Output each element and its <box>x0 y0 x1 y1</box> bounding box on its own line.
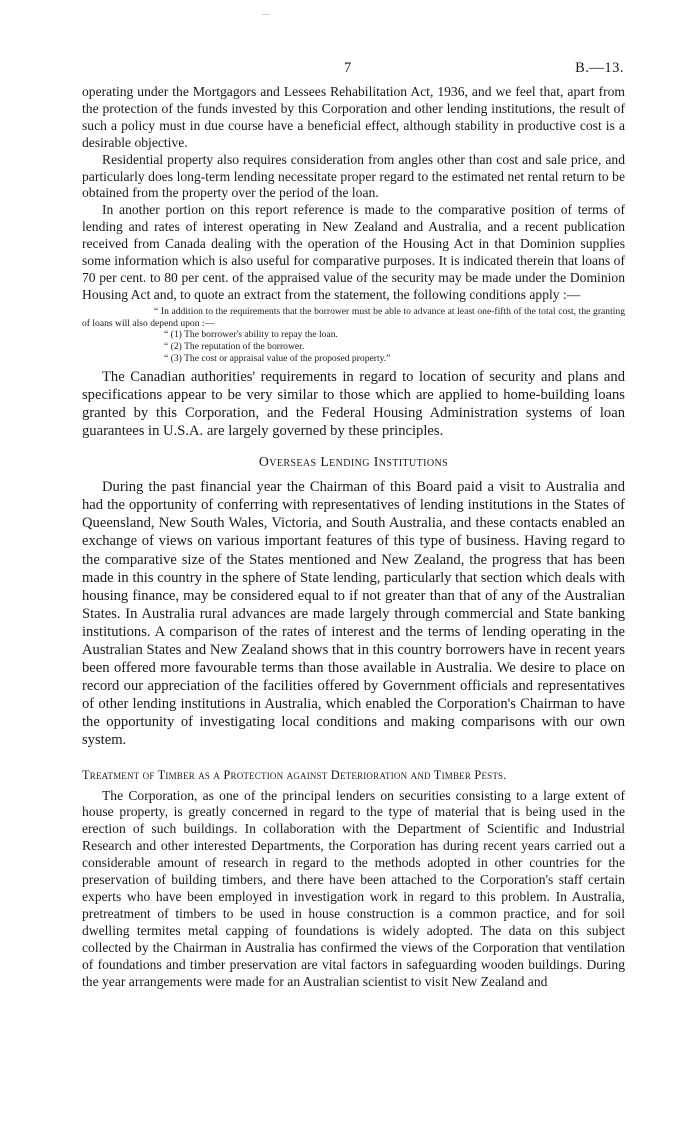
page-body <box>82 84 625 990</box>
section-heading-timber-treatment: Treatment of Timber as a Protection against Deterioration and Timber Pests. <box>82 767 507 782</box>
paragraph-overseas-visit: During the past financial year the Chairman of this Board paid a visit to Australia and had the opportunity of conferring with representatives of lending institutions in the States of Queensland, New South Wales, Victoria, and South Australia, and these contacts enabled an exchange of views on various important features of this type of business. Having regard to the comparative size of the States mentioned and New Zealand, the progress that has been made in this country in the sphere of State lending, particularly that section which deals with housing finance, may be considered equal to if not greater than that of any of the Australian States. In Australia rural advances are made largely through commercial and State banking institutions. A comparison of the rates of interest and the terms of lending operating in the Australian States and New Zealand shows that in this country borrowers have in recent years been offered more favourable terms than those available in Australia. We desire to place on record our appreciation of the facilities offered by Government officials and representatives of other lending institutions in Australia, which enabled the Corporation's Chairman to have the opportunity of investigating local conditions and making comparisons with our own system. <box>82 479 625 749</box>
quote-item: “ (1) The borrower's ability to repay the loan. <box>164 329 338 341</box>
section-heading-overseas-lending: Overseas Lending Institutions <box>258 454 449 470</box>
quote-item: “ (2) The reputation of the borrower. <box>164 341 305 353</box>
scan-mark <box>262 14 270 15</box>
paragraph-residential-property: Residential property also requires consideration from angles other than cost and sale price, and particularly does long-term lending necessitate proper regard to the estimated net rental return to be obtained from the property over the period of the loan. <box>82 151 625 201</box>
document-reference: B.—13. <box>575 60 624 76</box>
canadian-conditions-quote <box>82 306 625 365</box>
paragraph-timber-research: The Corporation, as one of the principal lenders on securities consisting to a large extent of house property, is greatly concerned in regard to the type of material that is being used in the erection of such buildings. In collaboration with the Department of Scientific and Industrial Research and other interested Departments, the Corporation has during recent years carried out a considerable amount of research in regard to the methods adopted in other countries for the preservation of building timbers, and there have been attached to the Corporation's staff certain experts who have been employed in investigation work in regard to this problem. In Australia, pretreatment of timbers to be used in house construction is a common practice, and for soil dwelling termites metal capping of foundations is widely adopted. The data on this subject collected by the Chairman in Australia has confirmed the views of the Corporation that ventilation of foundations and timber preservation are vital factors in safeguarding wooden buildings. During the year arrangements were made for an Australian scientist to visit New Zealand and <box>82 787 625 989</box>
page-number: 7 <box>344 60 352 76</box>
page-header <box>82 60 624 80</box>
paragraph-rehabilitation-act: operating under the Mortgagors and Lessees Rehabilitation Act, 1936, and we feel that, apart from the protection of the funds invested by this Corporation and other lending institutions, the result of such a policy must in due course have a beneficial effect, although stability in productive cost is a desirable objective. <box>82 84 625 150</box>
paragraph-comparative-position: In another portion on this report reference is made to the comparative position of terms of lending and rates of interest operating in New Zealand and Australia, and a recent publication received from Canada dealing with the operation of the Housing Act in that Dominion supplies some information which is also useful for comparative purposes. It is indicated therein that loans of 70 per cent. to 80 per cent. of the appraised value of the security may be made under the Dominion Housing Act and, to quote an extract from the statement, the following conditions apply :— <box>82 202 625 302</box>
quote-intro: “ In addition to the requirements that the borrower must be able to advance at least one-fifth of the total cost, the granting of loans will also depend upon :— <box>82 305 625 329</box>
quote-item: “ (3) The cost or appraisal value of the proposed property.” <box>164 352 391 364</box>
paragraph-canadian-authorities: The Canadian authorities' requirements in regard to location of security and plans and specifications appear to be very similar to those which are applied to home-building loans granted by this Corporation, and the Federal Housing Administration systems of loan guarantees in U.S.A. are largely governed by these principles. <box>82 368 625 440</box>
